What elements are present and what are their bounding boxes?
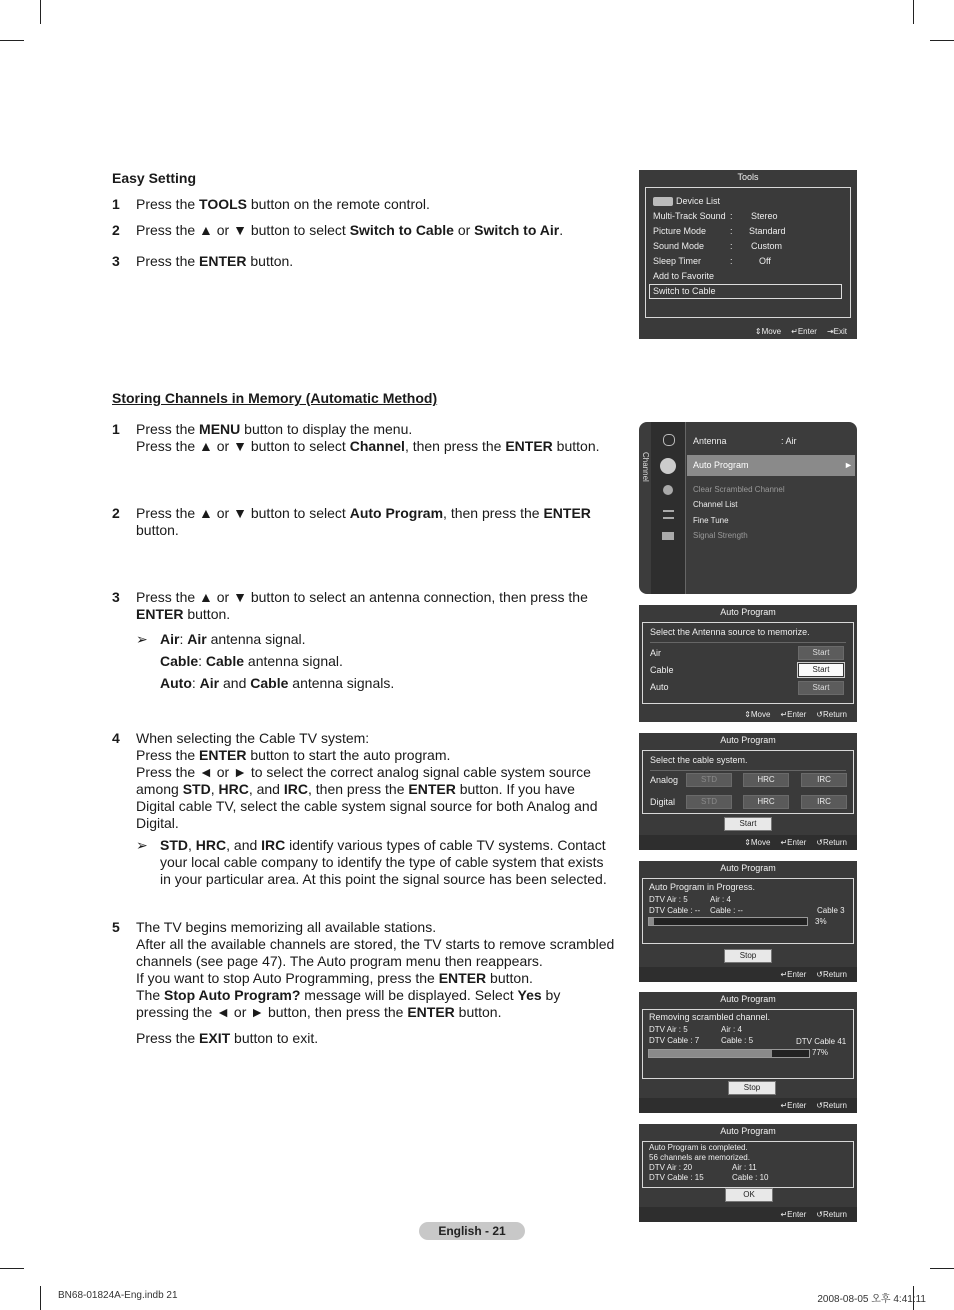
source-air-label: Air bbox=[650, 648, 661, 658]
crop-mark bbox=[930, 1268, 954, 1269]
tools-item-sleep-timer[interactable]: Sleep Timer bbox=[653, 256, 702, 266]
tools-item-sound-mode[interactable]: Sound Mode bbox=[653, 241, 705, 251]
storing-step-2: 2 Press the ▲ or ▼ button to select Auto Program, then press the ENTER button. bbox=[112, 505, 591, 538]
dtv-cable-count: DTV Cable : 7 bbox=[649, 1036, 700, 1045]
enter-hint: ↵Enter bbox=[780, 1101, 807, 1110]
auto-program-removing-osd: Auto Program Removing scrambled channel. DTV Air : 5 Air : 4 DTV Cable : 7 Cable : 5 DTV Cable 41 77% Stop ↵Enter ↺Return bbox=[639, 992, 857, 1113]
menu-item-signal-strength[interactable]: Signal Strength bbox=[693, 531, 748, 540]
crop-mark bbox=[40, 1286, 41, 1310]
storing-heading: Storing Channels in Memory (Automatic Method) bbox=[112, 390, 438, 406]
tools-item-switch-to-cable[interactable]: Switch to Cable bbox=[649, 284, 842, 299]
move-hint: ⇕Move bbox=[744, 838, 771, 847]
move-hint: ⇕Move bbox=[744, 710, 771, 719]
storing-step-5: 5 The TV begins memorizing all available stations. After all the available channels are stored, the TV starts to remove scrambled channels (see page 47). The Auto program menu then reappears. If you want to stop Auto Programming, press the ENTER button. The Stop Auto Program? message will be displayed. Select Yes by pressing the ◄ or ► button, then press the ENTER button. Press the EXIT button to exit. bbox=[112, 919, 615, 1046]
auto-program-antenna-osd: Auto Program Select the Antenna source to memorize. Air Start Cable Start Auto Start ⇕Move ↵Enter ↺Return bbox=[639, 605, 857, 722]
cable-count: Cable : 10 bbox=[732, 1173, 769, 1182]
air-count: Air : 11 bbox=[732, 1163, 757, 1172]
dtv-air-count: DTV Air : 5 bbox=[649, 1025, 688, 1034]
analog-std-option[interactable]: STD bbox=[686, 773, 732, 787]
input-icon[interactable] bbox=[663, 510, 674, 519]
crop-mark bbox=[930, 40, 954, 41]
cable-system-prompt: Select the cable system. bbox=[650, 755, 748, 765]
analog-hrc-option[interactable]: HRC bbox=[743, 773, 789, 787]
channel-menu-osd bbox=[639, 422, 857, 594]
menu-item-channel-list[interactable]: Channel List bbox=[693, 500, 738, 509]
dtv-cable-count: DTV Cable : -- bbox=[649, 906, 701, 915]
tools-item-add-favorite[interactable]: Add to Favorite bbox=[653, 271, 715, 281]
exit-hint: ⇥Exit bbox=[826, 327, 847, 336]
analog-irc-option[interactable]: IRC bbox=[801, 773, 847, 787]
note-antenna: ➢ Air: Air antenna signal. Cable: Cable antenna signal. Auto: Air and Cable antenna signals. bbox=[136, 631, 395, 691]
analog-label: Analog bbox=[650, 775, 679, 785]
return-hint: ↺Return bbox=[816, 1101, 847, 1110]
enter-hint: ↵Enter bbox=[780, 1210, 807, 1219]
menu-item-fine-tune[interactable]: Fine Tune bbox=[693, 516, 729, 525]
channel-icon[interactable] bbox=[660, 458, 676, 474]
enter-hint: ↵Enter bbox=[780, 838, 807, 847]
device-list-icon bbox=[653, 197, 673, 206]
digital-std-option[interactable]: STD bbox=[686, 795, 732, 809]
menu-item-clear-scrambled[interactable]: Clear Scrambled Channel bbox=[693, 485, 785, 494]
digital-irc-option[interactable]: IRC bbox=[801, 795, 847, 809]
start-cable-button[interactable]: Start bbox=[798, 663, 844, 677]
antenna-label[interactable]: Antenna bbox=[693, 436, 727, 446]
antenna-value: : Air bbox=[781, 436, 797, 446]
memorized-count: 56 channels are memorized. bbox=[649, 1153, 750, 1162]
storing-step-1: 1 Press the MENU button to display the menu. Press the ▲ or ▼ button to select Channel, then press the ENTER button. bbox=[112, 421, 600, 454]
air-count: Air : 4 bbox=[721, 1025, 742, 1034]
tools-item-multitrack[interactable]: Multi-Track Sound bbox=[653, 211, 726, 221]
page-number: English - 21 bbox=[419, 1222, 525, 1240]
start-button[interactable]: Start bbox=[724, 817, 772, 831]
crop-mark bbox=[0, 1268, 24, 1269]
easy-step-1: 1 Press the TOOLS button on the remote control. bbox=[112, 196, 430, 212]
current-channel: DTV Cable 41 bbox=[796, 1037, 847, 1046]
ok-button[interactable]: OK bbox=[725, 1188, 773, 1202]
easy-setting-heading: Easy Setting bbox=[112, 170, 197, 186]
tools-value: Custom bbox=[751, 241, 783, 251]
progress-status: Auto Program in Progress. bbox=[649, 882, 756, 892]
crop-mark bbox=[40, 0, 41, 24]
enter-hint: ↵Enter bbox=[780, 710, 807, 719]
enter-hint: ↵Enter bbox=[780, 970, 807, 979]
tools-sep: : bbox=[730, 256, 733, 266]
crop-mark bbox=[0, 40, 24, 41]
enter-hint: ↵Enter bbox=[791, 327, 817, 336]
storing-step-4: 4 When selecting the Cable TV system: Press the ENTER button to start the auto program. Press the ◄ or ► to select the correct analog signal cable system source among STD, HRC, and IRC, then press the ENTER button. If you have Digital cable TV, select the cable system signal source for both Analog and Digital. ➢ STD, HRC, and IRC identify various types of cable TV systems. Contact your local cable company to identify the type of cable system that exists in your particular area. At this point the signal source has been selected. bbox=[112, 730, 617, 888]
return-hint: ↺Return bbox=[816, 710, 847, 719]
dtv-air-count: DTV Air : 20 bbox=[649, 1163, 693, 1172]
tools-value: Stereo bbox=[751, 211, 778, 221]
auto-program-progress-osd: Auto Program Auto Program in Progress. DTV Air : 5 Air : 4 DTV Cable : -- Cable : -- Cable 3 3% Stop ↵Enter ↺Return bbox=[639, 861, 857, 982]
source-cable-label: Cable bbox=[650, 665, 674, 675]
return-hint: ↺Return bbox=[816, 970, 847, 979]
channel-side-label: Channel bbox=[641, 452, 650, 482]
note-cable-systems: ➢ STD, HRC, and IRC identify various types of cable TV systems. Contact your local cable company to identify the type of cable system that exists in your particular area. At this point the signal source has been selected. bbox=[136, 837, 607, 887]
easy-step-2: 2 Press the ▲ or ▼ button to select Switch to Cable or Switch to Air. bbox=[112, 222, 564, 238]
progress-bar bbox=[648, 1049, 810, 1058]
removing-status: Removing scrambled channel. bbox=[649, 1012, 771, 1022]
progress-percent: 77% bbox=[812, 1048, 829, 1057]
current-channel: Cable 3 bbox=[817, 906, 845, 915]
crop-mark bbox=[913, 0, 914, 24]
tools-value: Standard bbox=[749, 226, 786, 236]
antenna-prompt: Select the Antenna source to memorize. bbox=[650, 627, 810, 637]
return-hint: ↺Return bbox=[816, 1210, 847, 1219]
footer-timestamp: 2008-08-05 오후 4:41:11 bbox=[817, 1294, 926, 1305]
tools-sep: : bbox=[730, 226, 733, 236]
progress-bar bbox=[648, 917, 808, 926]
completed-message: Auto Program is completed. bbox=[649, 1143, 748, 1152]
digital-hrc-option[interactable]: HRC bbox=[743, 795, 789, 809]
return-hint: ↺Return bbox=[816, 838, 847, 847]
source-auto-label: Auto bbox=[650, 682, 669, 692]
tools-sep: : bbox=[730, 211, 733, 221]
auto-program-cable-system-osd: Auto Program Select the cable system. Analog STD HRC IRC Digital STD HRC IRC Start ⇕Move ↵Enter ↺Return bbox=[639, 733, 857, 850]
digital-label: Digital bbox=[650, 797, 676, 807]
menu-item-auto-program[interactable]: Auto Program bbox=[693, 460, 749, 470]
progress-percent: 3% bbox=[815, 917, 827, 926]
cable-count: Cable : 5 bbox=[721, 1036, 754, 1045]
picture-icon[interactable] bbox=[663, 434, 675, 446]
application-icon[interactable] bbox=[662, 532, 674, 540]
air-count: Air : 4 bbox=[710, 895, 731, 904]
setup-icon[interactable] bbox=[663, 485, 673, 495]
storing-step-3: 3 Press the ▲ or ▼ button to select an antenna connection, then press the ENTER button. ➢ Air: Air antenna signal. Cable: Cable antenna signal. Auto: Air and Cable antenna signals. bbox=[112, 589, 617, 694]
tools-osd: Tools Device List Multi-Track Sound : Stereo Picture Mode : Standard Sound Mode : Custom Sleep Timer : Off Add to Favorite Switch to Cable ⇕Move ↵Enter ⇥Exit bbox=[639, 170, 857, 339]
easy-step-3: 3 Press the ENTER button. bbox=[112, 253, 294, 269]
tools-item-picture-mode[interactable]: Picture Mode bbox=[653, 226, 707, 236]
dtv-air-count: DTV Air : 5 bbox=[649, 895, 688, 904]
dtv-cable-count: DTV Cable : 15 bbox=[649, 1173, 704, 1182]
tools-item-device-list[interactable]: Device List bbox=[676, 196, 721, 206]
start-air-button[interactable]: Start bbox=[798, 646, 844, 660]
auto-program-completed-osd: Auto Program Auto Program is completed. 56 channels are memorized. DTV Air : 20 Air : 11 DTV Cable : 15 Cable : 10 OK ↵Enter ↺Return bbox=[639, 1124, 857, 1222]
stop-button[interactable]: Stop bbox=[724, 949, 772, 963]
cable-count: Cable : -- bbox=[710, 906, 743, 915]
stop-button[interactable]: Stop bbox=[728, 1081, 776, 1095]
submenu-arrow-icon: ► bbox=[844, 460, 853, 470]
move-hint: ⇕Move bbox=[754, 327, 782, 336]
footer-file-info: BN68-01824A-Eng.indb 21 bbox=[58, 1290, 178, 1301]
tools-sep: : bbox=[730, 241, 733, 251]
tools-value: Off bbox=[759, 256, 771, 266]
start-auto-button[interactable]: Start bbox=[798, 681, 844, 695]
